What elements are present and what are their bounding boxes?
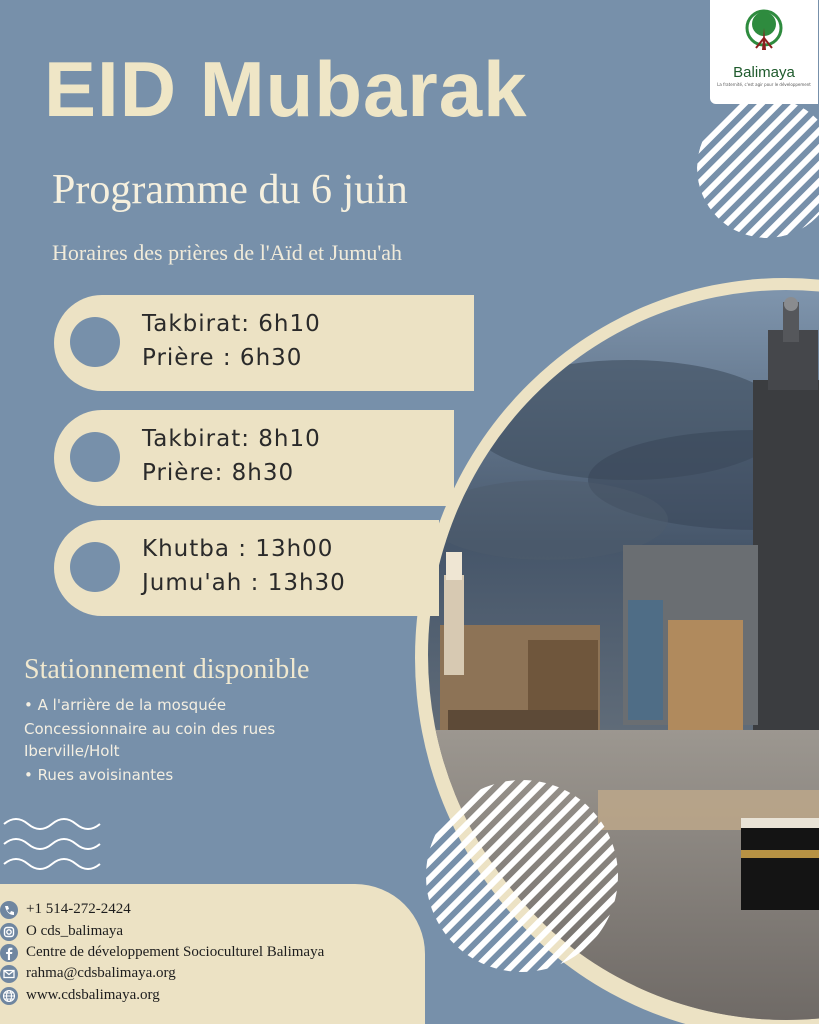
bullet-dot (70, 317, 120, 367)
program-date: Programme du 6 juin (52, 167, 408, 213)
parking-item: Concessionnaire au coin des rues (24, 720, 276, 738)
tree-logo-icon (742, 8, 786, 66)
schedule-line-2: Prière : 6h30 (142, 345, 303, 371)
facebook-text: Centre de développement Socioculturel Balimaya (26, 944, 325, 960)
schedule-item (54, 520, 439, 616)
schedule-item (54, 295, 474, 391)
parking-item: • A l'arrière de la mosquée (24, 696, 227, 714)
globe-icon (0, 987, 18, 1005)
page-title: EID Mubarak (44, 45, 528, 133)
phone-text: +1 514-272-2424 (26, 901, 131, 917)
parking-item: Iberville/Holt (24, 742, 120, 760)
website-text: www.cdsbalimaya.org (26, 987, 160, 1003)
email-text: rahma@cdsbalimaya.org (26, 965, 176, 981)
parking-item: • Rues avoisinantes (24, 766, 174, 784)
bullet-dot (70, 432, 120, 482)
wave-decoration (2, 812, 102, 874)
stripe-circle-top (697, 96, 819, 241)
instagram-icon (0, 923, 18, 941)
logo-tagline: La fraternité, c'est agir pour le développement (717, 82, 811, 87)
prayer-times-heading: Horaires des prières de l'Aïd et Jumu'ah (52, 240, 403, 265)
facebook-icon (0, 944, 18, 962)
instagram-text: O cds_balimaya (26, 923, 124, 939)
schedule-line-2: Prière: 8h30 (142, 460, 295, 486)
schedule-item (54, 410, 454, 506)
parking-title: Stationnement disponible (24, 654, 310, 685)
logo-name: Balimaya (733, 64, 795, 81)
bullet-dot (70, 542, 120, 592)
schedule-line-1: Takbirat: 8h10 (142, 426, 321, 452)
phone-icon (0, 901, 18, 919)
schedule-line-1: Takbirat: 6h10 (142, 311, 321, 337)
balimaya-logo (710, 0, 818, 104)
schedule-line-2: Jumu'ah : 13h30 (142, 570, 346, 596)
stripe-circle-bottom (424, 778, 620, 974)
email-icon (0, 965, 18, 983)
schedule-line-1: Khutba : 13h00 (142, 536, 334, 562)
